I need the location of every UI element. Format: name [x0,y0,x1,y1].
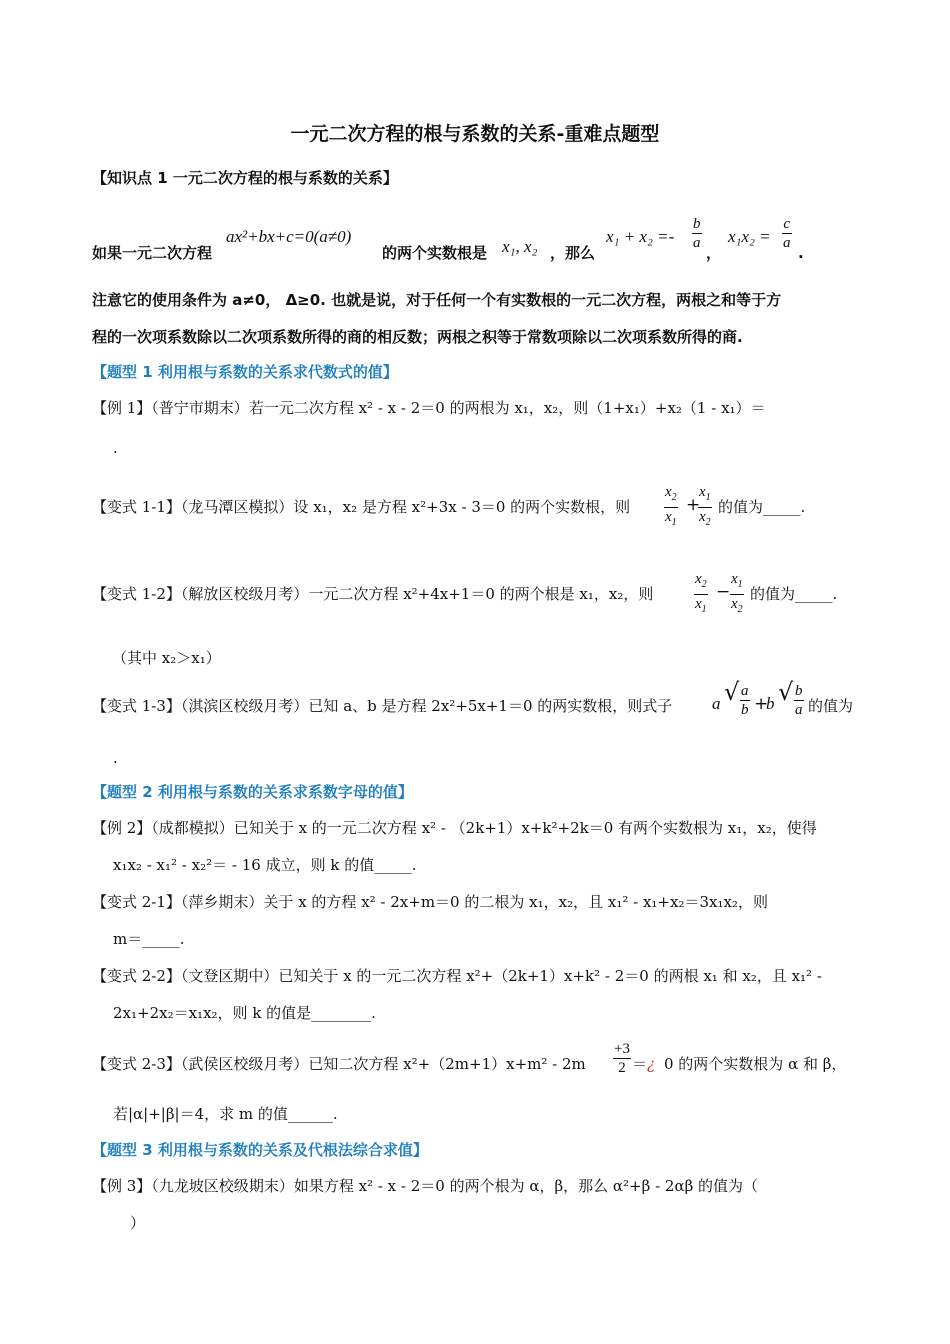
example-3-end: ） [130,1214,146,1232]
t2-heading: 【题型 2 利用根与系数的关系求系数字母的值】 [92,783,413,801]
t1-heading: 【题型 1 利用根与系数的关系求代数式的值】 [92,363,398,381]
frac-x1-x2: $\frac{x_1}{x_2}$ [699,484,711,528]
page-title: 一元二次方程的根与系数的关系-重难点题型 [290,123,660,145]
kp-l1a: 如果一元二次方程 [92,244,213,262]
sum-numerator: b [693,216,701,232]
prod-fraction [782,215,792,252]
variant-2-3-cont: 若|α|+|β|＝4，求 m 的值______. [113,1105,338,1123]
sum-lhs: x₁ + x₂ =- [606,227,675,246]
variant-1-3: 【变式 1-3】（淇滨区校级月考）已知 a、b 是方程 2x²+5x+1＝0 的两实数根，则式子 a √ $\frac{a}{b}$ + b √ $\frac{b}{a}$ 的值为 [92,678,854,718]
variant-1-2-note: （其中 x₂＞x₁） [112,649,221,667]
example-3: 【例 3】（九龙坡区校级期末）如果方程 x² - x - 2＝0 的两个根为 α，β，那么 α²+β - 2αβ 的值为（ [92,1177,759,1195]
variant-2-2: 【变式 2-2】（文登区期中）已知关于 x 的一元二次方程 x²+（2k+1）x+k² - 2＝0 的两根 x₁ 和 x₂，且 x₁² - [92,967,822,985]
prod-denominator: a [783,235,791,251]
frac-x2-x1-b: $\frac{x_2}{x_1}$ [695,571,707,615]
kp-note-2: 程的一次项系数除以二次项系数所得的商的相反数；两根之积等于常数项除以二次项系数所得的商. [92,328,743,346]
sum-denominator: a [693,235,701,251]
kp-note-1: 注意它的使用条件为 a≠0， Δ≥0. 也就是说，对于任何一个有实数根的一元二次方程，两根之和等于方 [92,291,782,309]
kp-l1c: ，那么 [550,244,596,262]
variant-2-1: 【变式 2-1】（萍乡期末）关于 x 的方程 x² - 2x+m＝0 的二根为 x₁，x₂，且 x₁² - x₁+x₂＝3x₁x₂，则 [92,893,768,911]
roots: x₁, x₂ [502,237,538,256]
example-1: 【例 1】（普宁市期末）若一元二次方程 x² - x - 2＝0 的两根为 x₁，x₂，则（1+x₁）+x₂（1 - x₁）＝ [92,399,766,417]
example-2-cont: x₁x₂ - x₁² - x₂²＝ - 16 成立，则 k 的值_____. [113,856,417,874]
frac-x1-x2-b: $\frac{x_1}{x_2}$ [731,571,743,615]
prod-lhs: x₁x₂ = [728,227,771,246]
sqrt-icon: √ [724,678,740,706]
kp-l1b: 的两个实数根是 [382,244,488,262]
t3-heading: 【题型 3 利用根与系数的关系及代根法综合求值】 [92,1141,428,1159]
variant-2-1-cont: m＝_____. [113,930,185,948]
variant-1-3-end: . [113,749,118,767]
kp-formula-line: 如果一元二次方程 ax²+bx+c=0(a≠0) 的两个实数根是 x₁, x₂ ，那么 x₁ + x₂ =- $\frac{b}{a}$ ， x₁x₂ = $\frac{c}{a}$ . [92,216,804,262]
sqrt-icon: √ [778,678,794,706]
example-1-end: . [113,439,118,457]
variant-2-3: 【变式 2-3】（武侯区校级月考）已知二次方程 x²+（2m+1）x+m² - 2m $\frac{+3}{2}$ ＝¿ 0 的两个实数根为 α 和 β， [92,1041,847,1076]
frac-x2-x1: $\frac{x_2}{x_1}$ [665,484,677,528]
variant-2-2-cont: 2x₁+2x₂＝x₁x₂，则 k 的值是________. [113,1004,376,1022]
kp-heading: 【知识点 1 一元二次方程的根与系数的关系】 [92,169,398,187]
variant-1-1: 【变式 1-1】（龙马潭区模拟）设 x₁，x₂ 是方程 x²+3x - 3＝0 的两个实数根，则 $\frac{x_2}{x_1}$ + $\frac{x_1}{x_2}$ 的值为_____. [92,483,858,529]
sum-fraction [692,215,702,252]
quadratic-eq: ax²+bx+c=0(a≠0) [226,227,352,246]
variant-1-2: 【变式 1-2】（解放区校级月考）一元二次方程 x²+4x+1＝0 的两个根是 x₁，x₂，则 $\frac{x_2}{x_1}$ − $\frac{x_1}{x_2}$ 的值为_____. [92,570,858,616]
frac-3-2: $\frac{+3}{2}$ [614,1041,630,1076]
prod-numerator: c [783,216,791,232]
example-2: 【例 2】（成都模拟）已知关于 x 的一元二次方程 x² - （2k+1）x+k²+2k＝0 有两个实数根为 x₁，x₂，使得 [92,819,817,837]
